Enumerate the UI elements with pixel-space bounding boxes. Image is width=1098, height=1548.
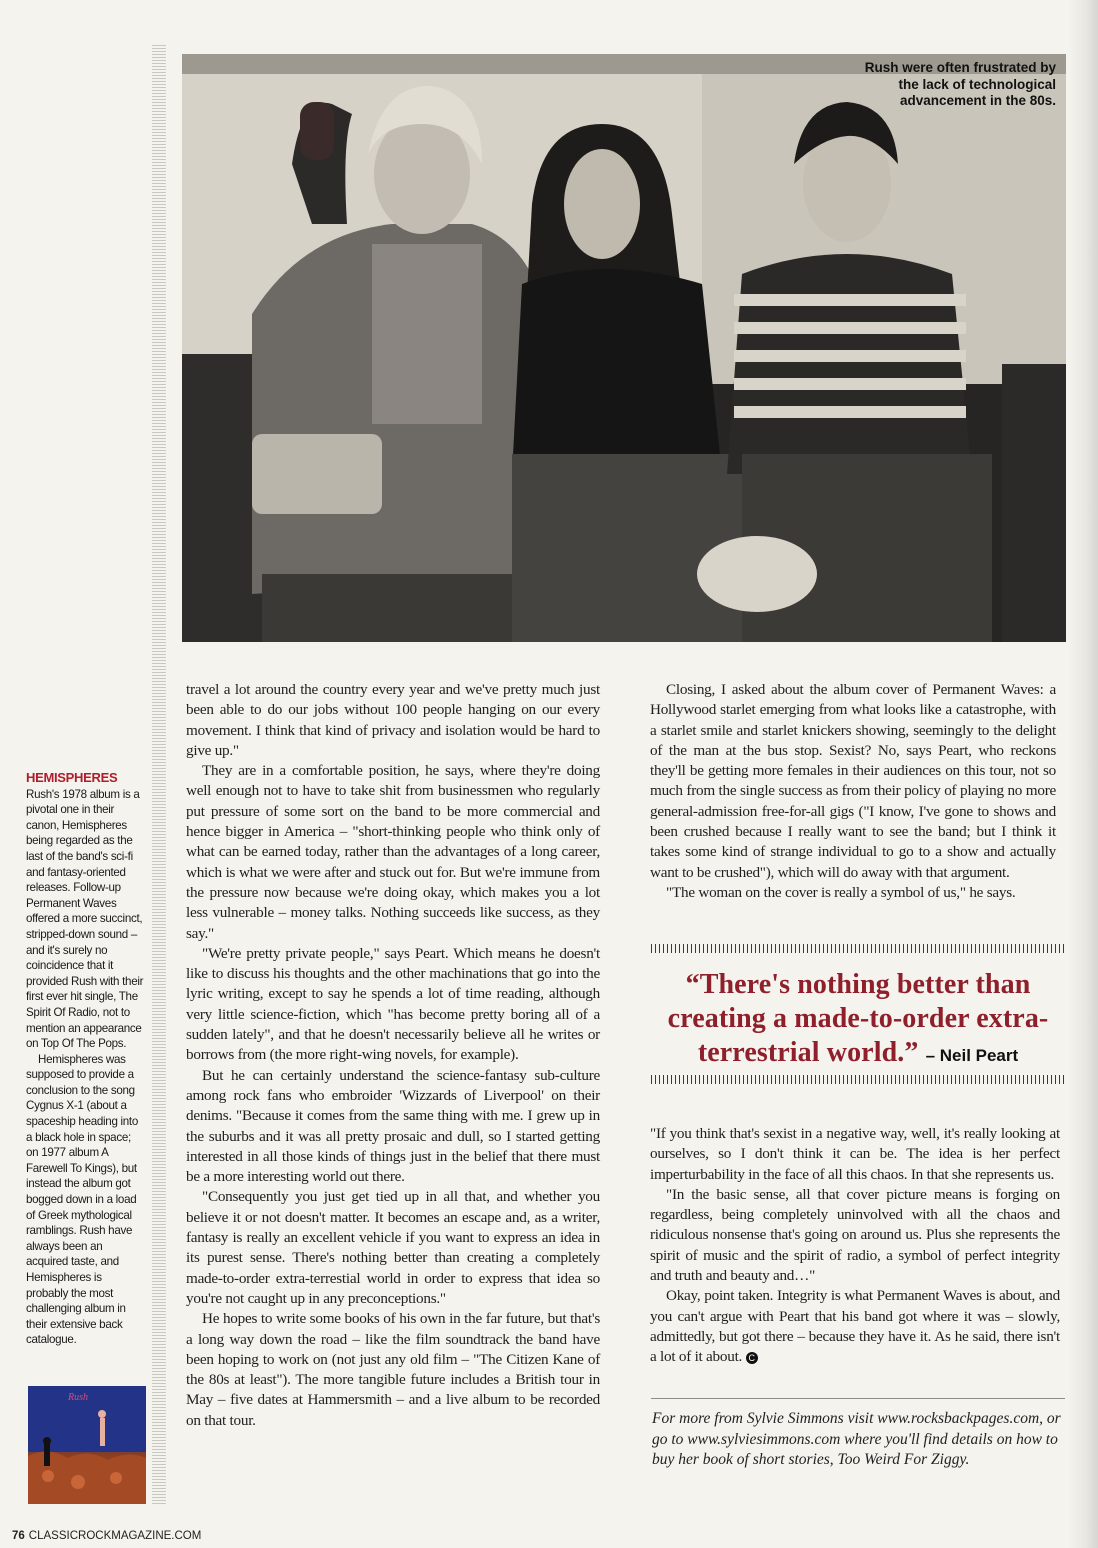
article-paragraph: They are in a comfortable position, he says, where they're doing well enough not to have to take shit from businessmen who regularly put pressure of some sort on the band to be more commercial and hence bigger in America – "short-thinking people who think only of what can be earned today, rather than the advantages of a long career, which is what we were after and stuck out for. But we're immune from the pressure now because we're doing okay, which makes you a lot less vulnerable – money talks. Nothing succeeds like success, as they say.": [186, 762, 600, 942]
article-paragraph: travel a lot around the country every year and we've pretty much just been able to do our jobs without 100 people hanging on our every movement. I think that kind of privacy and isolation would be hard to give up.": [186, 681, 600, 759]
band-photo: [182, 54, 1066, 642]
sidebar-paragraph: Rush's 1978 album is a pivotal one in their canon, Hemispheres being regarded as the last of the band's sci-fi and fantasy-oriented releases. Follow-up Permanent Waves offered a more succinct, stripped-down sound – and it's surely no coincidence that it provided Rush with their first ever hit single, The Spirit Of Radio, not to mention an appearance on Top Of The Pops.: [26, 787, 144, 1051]
credit-divider: [651, 1398, 1065, 1399]
page-gutter-shadow: [1068, 0, 1098, 1548]
sidebar-paragraph: Hemispheres was supposed to provide a conclusion to the song Cygnus X-1 (about a spaceship heading into a black hole in space; on 1977 album A Farewell To Kings), but instead the album got bogged down in a load of Greek mythological ramblings. Rush have always been an acquired taste, and Hemispheres is probably the most challenging album in their extensive back catalogue.: [26, 1052, 139, 1347]
sidebar-hemispheres: [26, 770, 146, 1348]
page-number: 76: [12, 1530, 25, 1542]
pull-quote-attribution: – Neil Peart: [925, 1046, 1019, 1065]
author-credit: For more from Sylvie Simmons visit www.rocksbackpages.com, or go to www.sylviesimmons.com where you'll find details on how to buy her book of short stories, Too Weird For Ziggy.: [652, 1410, 1061, 1468]
article-paragraph: He hopes to write some books of his own in the far future, but that's a long way down the road – like the film soundtrack the band have been hoping to work on (not just any old film – "The Citizen Kane of the 80s at least"). The more tangible future includes a British tour in May – five dates at Hammersmith – and a live album to be recorded on that tour.: [186, 1310, 600, 1429]
pull-quote-text: “There's nothing better than creating a made-to-order extra-terrestrial world.”: [667, 969, 1049, 1068]
pullquote-rule-top: [651, 944, 1065, 953]
article-paragraph: "Consequently you just get tied up in all that, and whether you believe it or not doesn't matter. It becomes an escape and, as a writer, fantasy is really an excellent vehicle if you want to express an idea in its purest sense. There's nothing better than creating a completely made-to-order extra-terrestial world in order to express that idea so you're not caught up in any preconceptions.": [186, 1188, 600, 1307]
article-paragraph-text: Okay, point taken. Integrity is what Permanent Waves is about, and you can't argue with Peart that his band got where it was – slowly, admittedly, but got there – because they have it. As he said, there isn't a lot of it about.: [650, 1287, 1060, 1366]
photo-caption: Rush were often frustrated by the lack of technological advancement in the 80s.: [864, 60, 1056, 108]
pullquote-rule-bottom: [651, 1075, 1065, 1084]
pull-quote: [646, 968, 1070, 1073]
article-column-2: [650, 680, 1056, 903]
article-paragraph: "If you think that's sexist in a negative way, well, it's really looking at ourselves, so I don't think it can be. The idea is her perfect imperturbability in the face of all this chaos. In that she represents us.: [650, 1125, 1060, 1183]
hemispheres-album-cover: [28, 1386, 146, 1504]
article-column-1: [186, 680, 600, 1431]
page-footer: [12, 1530, 201, 1542]
article-paragraph: "In the basic sense, all that cover picture means is forging on regardless, being completely uninvolved with all the chaos and ridiculous nonsense that's going on around us. Plus she represents the spirit of music and the spirit of radio, a symbol of perfect integrity and truth and beauty and…": [650, 1185, 1060, 1285]
footer-site: CLASSICROCKMAGAZINE.COM: [28, 1530, 202, 1542]
article-paragraph: [650, 1286, 1060, 1367]
band-photo-illustration: [182, 54, 1066, 642]
article-paragraph: Closing, I asked about the album cover of Permanent Waves: a Hollywood starlet emerging from what looks like a catastrophe, with a starlet smile and starlet knickers showing, seemingly to the delight of the man at the bus stop. Sexist? No, says Peart, who reckons they'll be getting more females in their audiences on this tour, not so much from the single success as from their policy of playing no more general-admission free-for-all gigs ("I know, I've gone to shows and been crushed because I really want to see the band; but I think it takes some kind of strange individual to go to a show and actually want to be crushed"), which will do away with that argument.: [650, 681, 1056, 881]
striped-shirt: [727, 254, 972, 474]
end-mark-icon: C: [746, 1352, 758, 1364]
article-column-3: [650, 1124, 1060, 1368]
dotted-column-rule: [152, 44, 166, 1504]
article-paragraph: "The woman on the cover is really a symbol of us," he says.: [666, 883, 1016, 901]
album-cover-art: [28, 1386, 146, 1504]
sidebar-heading: HEMISPHERES: [26, 770, 118, 785]
album-cover-logo: Rush: [68, 1392, 88, 1403]
article-paragraph: But he can certainly understand the science-fantasy sub-culture among rock fans who embroider 'Wizzards of Liverpool' on their denims. "Because it comes from the same thing with me. I grew up in the suburbs and it was all pretty prosaic and dull, so I started getting interested in all those kinds of things just in the belief that there must be a more interesting world out there.: [186, 1066, 600, 1186]
article-paragraph: "We're pretty private people," says Peart. Which means he doesn't like to discuss his thoughts and the other machinations that go into the lyric writing, except to say he spends a lot of time reading, although very little science-fiction, which "has become pretty boring all of a sudden lately", and that he doesn't necessarily believe all he writes or borrows from (the more right-wing novels, for example).: [186, 944, 600, 1064]
